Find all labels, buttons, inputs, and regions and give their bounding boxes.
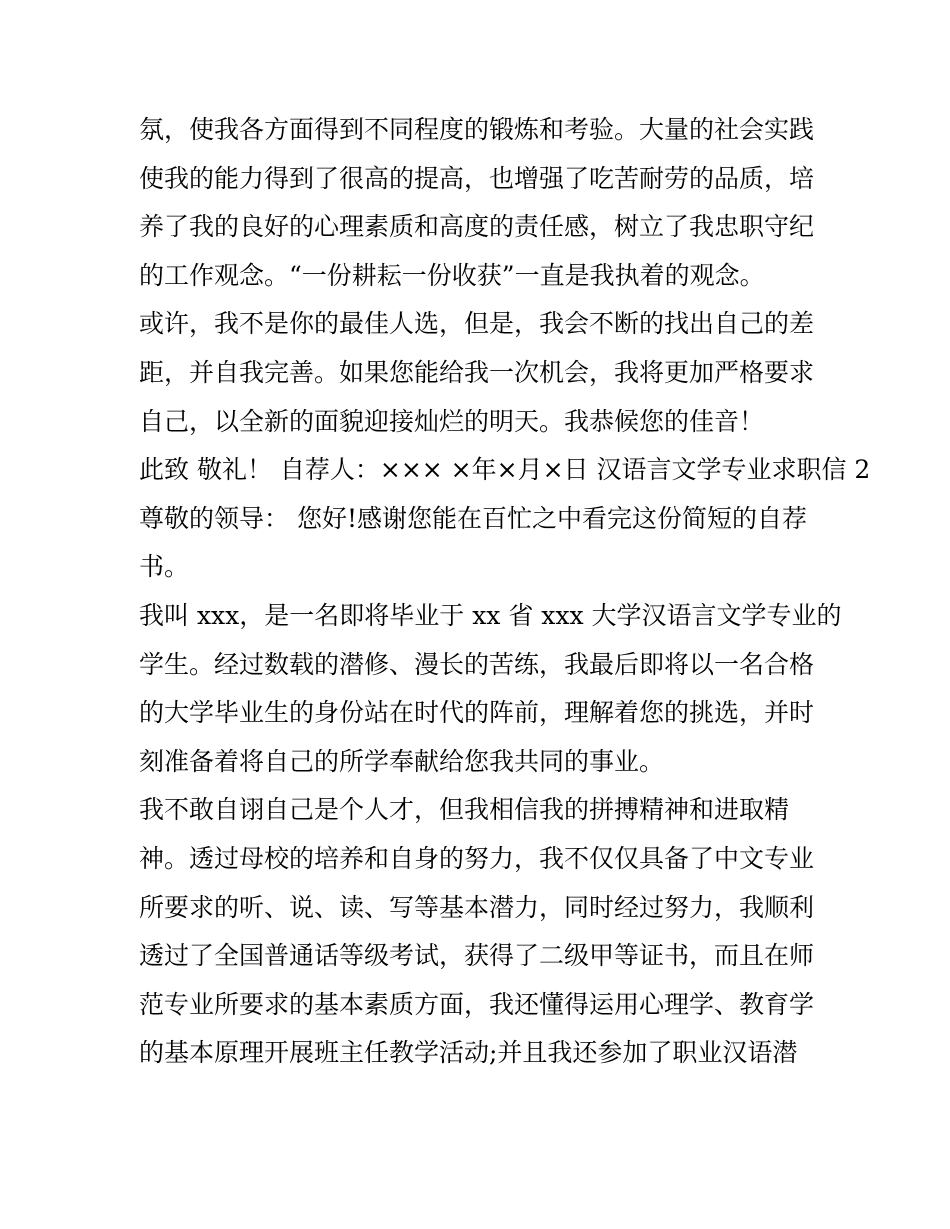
text-line: 刻准备着将自己的所学奉献给您我共同的事业。 — [139, 746, 665, 776]
text-line: 自己，以全新的面貌迎接灿烂的明天。我恭候您的佳音！ — [139, 406, 765, 436]
text-line: 养了我的良好的心理素质和高度的责任感，树立了我忠职守纪 — [139, 212, 815, 242]
text-line: 学生。经过数载的潜修、漫长的苦练，我最后即将以一名合格 — [139, 649, 815, 679]
text-line: 我叫 xxx，是一名即将毕业于 xx 省 xxx 大学汉语言文学专业的 — [139, 600, 842, 630]
text-line: 此致 敬礼！ 自荐人：××× ×年×月×日 汉语言文学专业求职信 2 — [139, 455, 871, 485]
text-line: 使我的能力得到了很高的提高，也增强了吃苦耐劳的品质，培 — [139, 163, 815, 193]
text-line: 我不敢自诩自己是个人才，但我相信我的拼搏精神和进取精 — [139, 795, 790, 825]
text-line: 的工作观念。“一份耕耘一份收获”一直是我执着的观念。 — [139, 260, 765, 290]
text-line: 或许，我不是你的最佳人选，但是，我会不断的找出自己的差 — [139, 309, 815, 339]
text-line: 的基本原理开展班主任教学活动;并且我还参加了职业汉语潜 — [139, 1038, 798, 1068]
text-line: 范专业所要求的基本素质方面，我还懂得运用心理学、教育学 — [139, 989, 815, 1019]
text-line: 的大学毕业生的身份站在时代的阵前，理解着您的挑选，并时 — [139, 698, 815, 728]
text-line: 距，并自我完善。如果您能给我一次机会，我将更加严格要求 — [139, 357, 815, 387]
text-line: 所要求的听、说、读、写等基本潜力，同时经过努力，我顺利 — [139, 892, 815, 922]
text-line: 尊敬的领导： 您好!感谢您能在百忙之中看完这份简短的自荐 — [139, 503, 807, 533]
document-body — [139, 106, 871, 1078]
text-line: 氛，使我各方面得到不同程度的锻炼和考验。大量的社会实践 — [139, 115, 815, 144]
text-line: 神。透过母校的培养和自身的努力，我不仅仅具备了中文专业 — [139, 843, 815, 873]
text-line: 透过了全国普通话等级考试，获得了二级甲等证书，而且在师 — [139, 941, 815, 971]
text-line: 书。 — [139, 552, 190, 582]
